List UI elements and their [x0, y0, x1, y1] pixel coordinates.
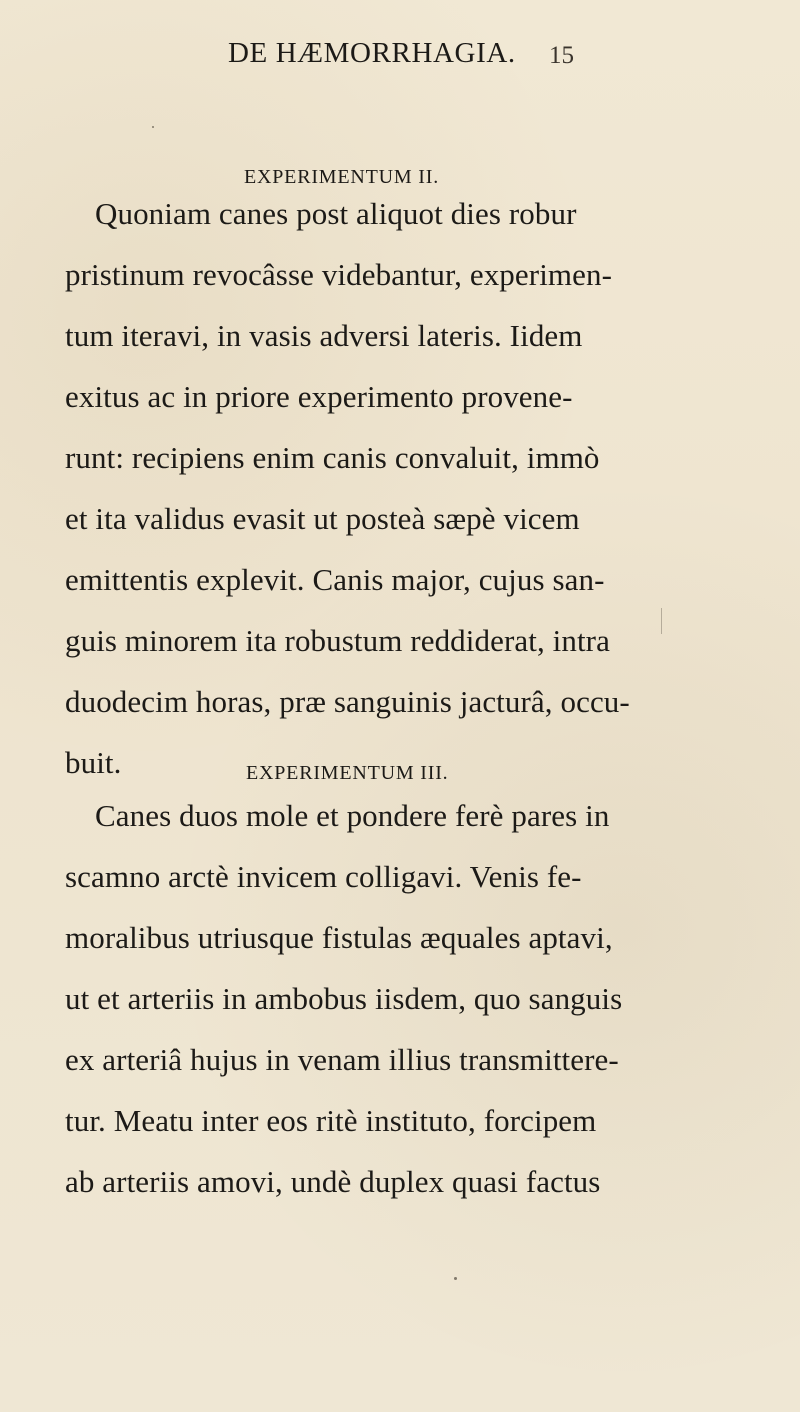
paragraph-line: Canes duos mole et pondere ferè pares in [95, 798, 610, 833]
ink-speck [454, 1277, 457, 1280]
paragraph-line: tur. Meatu inter eos ritè instituto, forcipem [65, 1103, 597, 1138]
paragraph-line: runt: recipiens enim canis convaluit, immò [65, 440, 600, 475]
paragraph-line: Quoniam canes post aliquot dies robur [95, 196, 577, 231]
paragraph-line: moralibus utriusque fistulas æquales aptavi, [65, 920, 613, 955]
paragraph-line: scamno arctè invicem colligavi. Venis fe- [65, 859, 582, 894]
running-head: DE HÆMORRHAGIA. [228, 37, 516, 69]
paragraph-line: exitus ac in priore experimento provene- [65, 379, 573, 414]
paragraph-line: duodecim horas, præ sanguinis jacturâ, occu- [65, 684, 630, 719]
paragraph-line: tum iteravi, in vasis adversi lateris. Iidem [65, 318, 583, 353]
paragraph-line: ab arteriis amovi, undè duplex quasi factus [65, 1164, 601, 1199]
paragraph-line: pristinum revocâsse videbantur, experimen- [65, 257, 613, 292]
paragraph-line: buit. [65, 745, 122, 780]
section-title-experimentum-iii: EXPERIMENTUM III. [246, 762, 449, 784]
ink-speck [152, 126, 154, 128]
page-number: 15 [549, 42, 574, 69]
paragraph-line: ut et arteriis in ambobus iisdem, quo sanguis [65, 981, 623, 1016]
paragraph-line: ex arteriâ hujus in venam illius transmittere- [65, 1042, 619, 1077]
page-header [0, 33, 800, 73]
section-title-experimentum-ii: EXPERIMENTUM II. [244, 166, 440, 188]
experimentum-ii-paragraph [65, 183, 735, 793]
ink-speck [661, 608, 662, 634]
paragraph-line: guis minorem ita robustum reddiderat, intra [65, 623, 610, 658]
paragraph-line: emittentis explevit. Canis major, cujus san- [65, 562, 605, 597]
experimentum-iii-paragraph [65, 785, 735, 1212]
paragraph-line: et ita validus evasit ut posteà sæpè vicem [65, 501, 580, 536]
